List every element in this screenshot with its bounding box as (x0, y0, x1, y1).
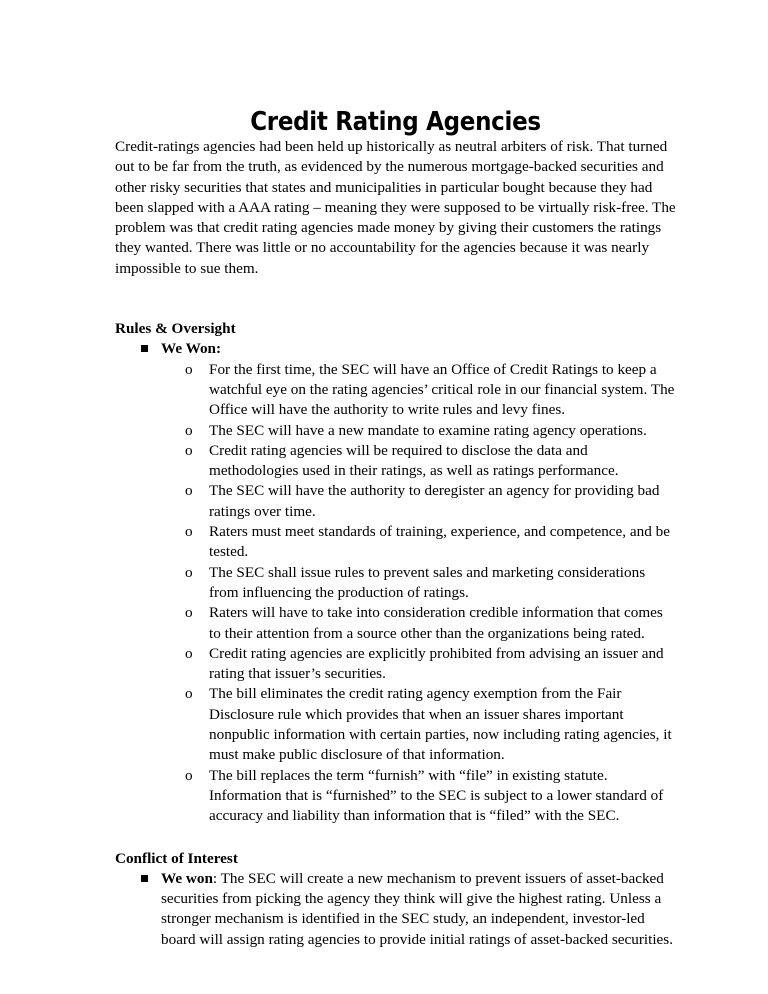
circle-bullet-icon: o (185, 644, 193, 662)
list-item-text: The bill replaces the term “furnish” with “file” in existing statute. Information that is “furnished” to the SEC is subject to a lower standard of accuracy and liability than information that is “filed” with the SEC. (209, 766, 664, 825)
circle-bullet-icon: o (185, 766, 193, 784)
square-bullet-icon (141, 345, 148, 352)
list-item (185, 644, 676, 685)
list-item (185, 481, 676, 522)
circle-bullet-icon: o (185, 421, 193, 439)
list-item (185, 522, 676, 563)
circle-bullet-icon: o (185, 441, 193, 459)
list-item (185, 360, 676, 421)
list-item-text: Raters will have to take into consideration credible information that comes to their attention from a source other than the organizations being rated. (209, 604, 663, 642)
list-item (185, 441, 676, 482)
section-title: Conflict of Interest (115, 849, 238, 867)
list-item-text: Credit rating agencies will be required to disclose the data and methodologies used in their ratings, as well as ratings performance. (209, 441, 619, 480)
list-item-text: For the first time, the SEC will have an Office of Credit Ratings to keep a watchful eye on the rating agencies’ critical role in our financial system. The Office will have the authority to write rules and levy fines. (209, 360, 675, 419)
sub-bullet-list (161, 360, 676, 827)
list-item-text: : The SEC will create a new mechanism to prevent issuers of asset-backed securities from picking the agency they think will give the highest rating. Unless a stronger mechanism is identified in the SEC study, an independent, investor-led board will assign rating agencies to provide initial ratings of asset-backed securities. (161, 869, 674, 948)
circle-bullet-icon: o (185, 685, 193, 703)
bullet-label: We won (161, 869, 213, 887)
square-bullet-icon (141, 875, 148, 882)
list-item (185, 421, 676, 441)
circle-bullet-icon: o (185, 523, 193, 541)
list-item-text: The SEC will have a new mandate to examine rating agency operations. (209, 421, 647, 439)
list-item (185, 563, 676, 604)
list-item (185, 684, 676, 765)
list-item-text: Raters must meet standards of training, experience, and competence, and be tested. (209, 523, 670, 561)
circle-bullet-icon: o (185, 604, 193, 622)
list-item-text: The bill eliminates the credit rating agency exemption from the Fair Disclosure rule which provides that when an issuer shares important nonpublic information with certain parties, now including rating agencies, it must make public disclosure of that information. (209, 685, 672, 764)
bullet-label: We Won: (161, 340, 222, 358)
bullet-list (115, 339, 676, 826)
section-title: Rules & Oversight (115, 320, 236, 338)
document-title: Credit Rating Agencies (250, 107, 541, 137)
circle-bullet-icon: o (185, 360, 193, 378)
list-item (185, 603, 676, 644)
list-item (140, 339, 676, 826)
section-rules-oversight (115, 319, 676, 826)
list-item-text: Credit rating agencies are explicitly prohibited from advising an issuer and rating that issuer’s securities. (209, 644, 664, 683)
list-item (185, 766, 676, 827)
intro-paragraph: Credit-ratings agencies had been held up historically as neutral arbiters of risk. That turned out to be far from the truth, as evidenced by the numerous mortgage-backed securities and other risky securities that states and municipalities in particular bought because they had been slapped with a AAA rating – meaning they were supposed to be virtually risk-free. The problem was that credit rating agencies made money by giving their customers the ratings they wanted. There was little or no accountability for the agencies because it was nearly impossible to sue them. (115, 138, 676, 277)
circle-bullet-icon: o (185, 563, 193, 581)
list-item-text: The SEC will have the authority to deregister an agency for providing bad ratings over time. (209, 482, 660, 520)
bullet-list (115, 869, 676, 950)
section-conflict-of-interest (115, 849, 676, 950)
list-item-text: The SEC shall issue rules to prevent sales and marketing considerations from influencing the production of ratings. (209, 563, 646, 601)
list-item (140, 869, 676, 950)
circle-bullet-icon: o (185, 482, 193, 500)
